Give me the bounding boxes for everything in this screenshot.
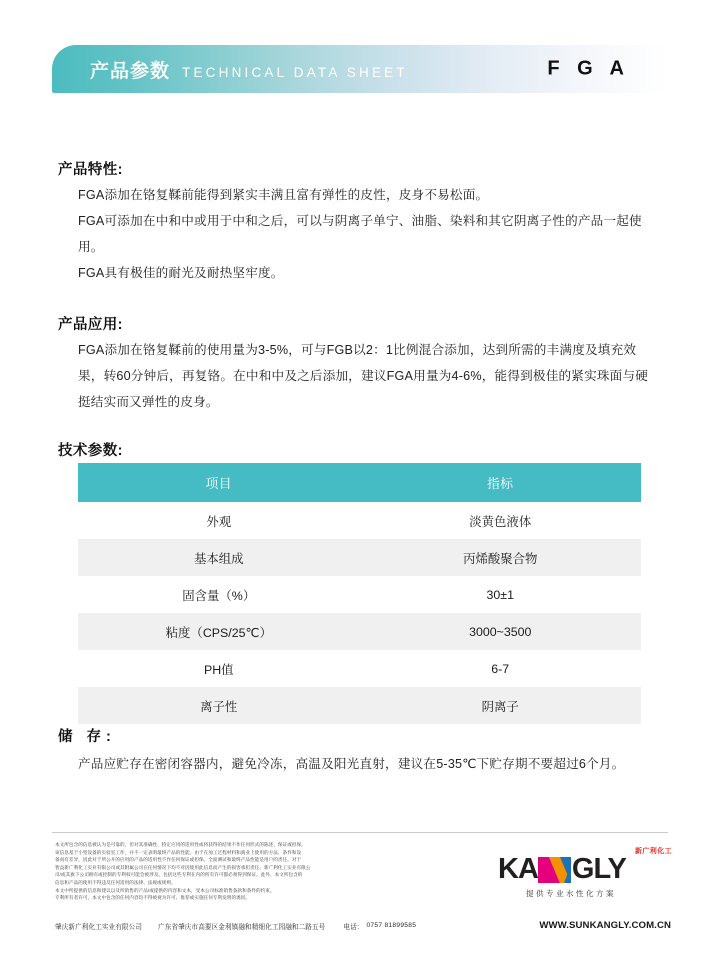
table-cell-value: 淡黄色液体 xyxy=(360,502,642,539)
disclaimer-line: 智益新广利化工实业有限公司或其附属公司在任何情况下均不对因使用此信息而产生的损害承担责任。新广利化工实业有限公 xyxy=(55,864,311,870)
product-code: F G A xyxy=(547,57,630,80)
disclaimer-line: 司/或其旗下公司拥有或控制的专利权可能会被涉及。包括这些专利在内的所有许可都必须得到保证。此外，本文所包含的 xyxy=(55,872,303,878)
table-row xyxy=(78,613,641,650)
contact-website[interactable]: WWW.SUNKANGLY.COM.CN xyxy=(539,920,671,931)
section-title-storage: 储 存: xyxy=(58,729,116,745)
contact-company-name: 肇庆新广利化工实业有限公司 xyxy=(55,923,143,931)
logo-n-glyph-icon xyxy=(538,855,572,884)
table-cell-value: 3000~3500 xyxy=(360,613,642,650)
table-row xyxy=(78,687,641,724)
disclaimer-line: 专利所有者许可，本文中包含的任何内容均不得被视为许可、推荐或实施任何专利发明的诱因。 xyxy=(55,895,251,901)
logo-text-right: GLY xyxy=(571,852,626,885)
header-banner xyxy=(52,45,668,93)
disclaimer-line: 备而有差异，因此对于所公开的应用的产品的适用性不作任何保证或担保。全面测试和最终产品性能是用户的责任。对于 xyxy=(55,857,302,863)
header-title-cn: 产品参数 xyxy=(90,60,171,82)
table-cell-value: 阴离子 xyxy=(360,687,642,724)
header-title-group xyxy=(90,56,408,83)
footer-disclaimer xyxy=(55,841,485,902)
table-row xyxy=(78,539,641,576)
logo-subtitle-cn: 新广利化工 xyxy=(635,848,672,855)
applications-body xyxy=(78,337,650,415)
storage-text: 产品应贮存在密闭容器内，避免冷冻，高温及阳光直射，建议在5-35℃下贮存期不要超过6个月。 xyxy=(78,757,625,771)
disclaimer-line: 该信息基于小型设备的实验室工作，并不一定表明最终产品的性能。由于在加工过程材料和商业上使用的方法、条件和设 xyxy=(55,849,302,855)
table-cell-item: 基本组成 xyxy=(78,539,360,576)
table-cell-item: 粘度（CPS/25℃） xyxy=(78,613,360,650)
company-logo xyxy=(498,846,674,908)
storage-body xyxy=(78,751,650,777)
contact-phone-number: 0757 81899585 xyxy=(366,922,417,929)
features-body xyxy=(78,182,650,286)
table-cell-value: 30±1 xyxy=(360,576,642,613)
section-title-features: 产品特性: xyxy=(58,162,123,178)
contact-phone-label: 电话： xyxy=(343,923,364,931)
disclaimer-line: 本文所包含的信息被认为是可靠的，但对其准确性、特定应用的适用性或将获得的结果不作任何形式的陈述、保证或担保。 xyxy=(55,842,306,847)
feature-line: FGA可添加在中和中或用于中和之后，可以与阴离子单宁、油脂、染料和其它阴离子性的产品一起使用。 xyxy=(78,214,642,254)
header-title-en: TECHNICAL DATA SHEET xyxy=(182,64,408,80)
table-column-header-item: 项目 xyxy=(78,463,360,502)
logo-text-left: KA xyxy=(498,852,538,885)
contact-address: 广东省肇庆市高要区金利镇融和精细化工园融和二路五号 xyxy=(158,923,326,931)
table-cell-item: 外观 xyxy=(78,502,360,539)
table-cell-value: 6-7 xyxy=(360,650,642,687)
disclaimer-line: 本文中所提供的信息和建议以及所销售的产品/或提供的内容和文本，受本公司标准销售条款和条件的约束。 xyxy=(55,887,275,893)
section-title-parameters: 技术参数: xyxy=(58,443,123,459)
section-title-applications: 产品应用: xyxy=(58,317,123,333)
applications-text: FGA添加在铬复鞣前的使用量为3-5%，可与FGB以2：1比例混合添加，达到所需的丰满度及填充效果，转60分钟后，再复铬。在中和中及之后添加，建议FGA用量为4-6%，能得到极佳的紧实珠面与硬挺结实而又弹性的皮身。 xyxy=(78,343,649,409)
feature-line: FGA具有极佳的耐光及耐热坚牢度。 xyxy=(78,266,284,280)
table-row xyxy=(78,650,641,687)
footer-contact-bar xyxy=(55,920,671,931)
table-row xyxy=(78,576,641,613)
logo-tagline: 提供专业水性化方案 xyxy=(526,889,616,898)
footer-divider xyxy=(52,832,668,833)
table-column-header-value: 指标 xyxy=(360,463,642,502)
table-cell-value: 丙烯酸聚合物 xyxy=(360,539,642,576)
table-cell-item: PH值 xyxy=(78,650,360,687)
table-cell-item: 离子性 xyxy=(78,687,360,724)
disclaimer-line: 信息和产品的使用不得违反任何适用的法律、法规或规则。 xyxy=(55,879,176,885)
logo-wordmark xyxy=(498,854,626,884)
table-cell-item: 固含量（%） xyxy=(78,576,360,613)
table-row xyxy=(78,502,641,539)
feature-line: FGA添加在铬复鞣前能得到紧实丰满且富有弹性的皮性，皮身不易松面。 xyxy=(78,188,489,202)
table-header-row xyxy=(78,463,641,502)
parameters-table xyxy=(78,463,641,724)
